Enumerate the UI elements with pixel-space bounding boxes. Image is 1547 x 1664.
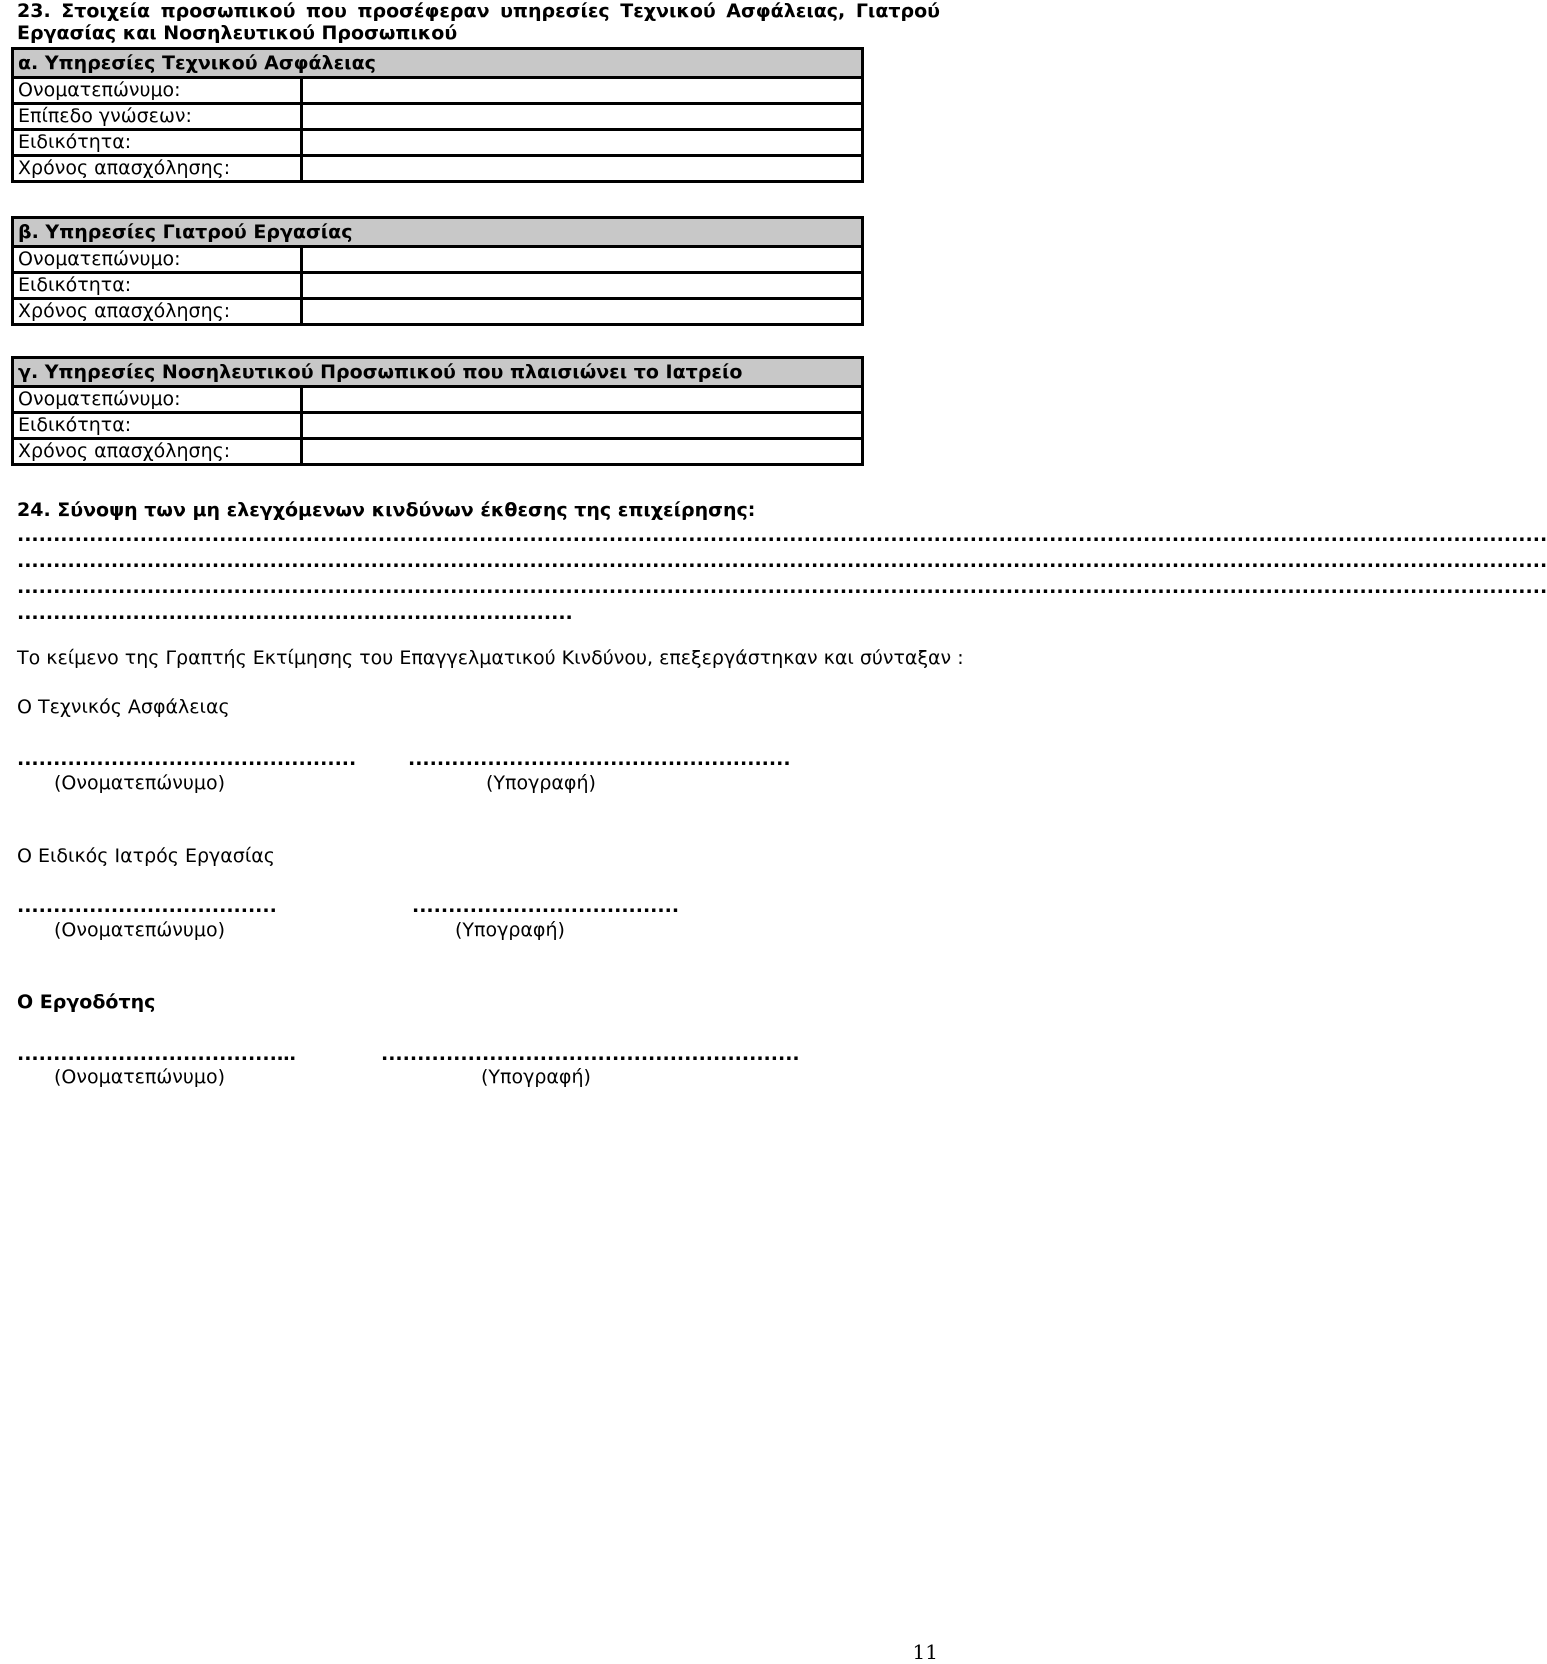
row-value-specialty[interactable] bbox=[302, 273, 863, 299]
table-header: γ. Υπηρεσίες Νοσηλευτικού Προσωπικού που πλαισιώνει το Ιατρείο bbox=[13, 358, 863, 387]
summary-dotline[interactable]: .................................................................................................................................................................................................................... bbox=[17, 576, 1547, 598]
row-value-full-name[interactable] bbox=[302, 387, 863, 413]
signatory-name-dots[interactable]: .................................... bbox=[17, 895, 277, 917]
signature-caption: (Υπογραφή) bbox=[486, 772, 596, 794]
row-label-employment-time: Χρόνος απασχόλησης: bbox=[13, 299, 302, 325]
row-value-specialty[interactable] bbox=[302, 130, 863, 156]
table-occupational-doctor bbox=[11, 216, 864, 326]
table-nursing-staff bbox=[11, 356, 864, 466]
table-technical-safety bbox=[11, 47, 864, 183]
row-value-full-name[interactable] bbox=[302, 247, 863, 273]
row-value-knowledge-level[interactable] bbox=[302, 104, 863, 130]
signatory-sign-dots[interactable]: ..................................... bbox=[412, 895, 680, 917]
row-label-full-name: Ονοματεπώνυμο: bbox=[13, 387, 302, 413]
row-value-employment-time[interactable] bbox=[302, 439, 863, 465]
row-value-specialty[interactable] bbox=[302, 413, 863, 439]
summary-dotline[interactable]: .................................................................................................................................................................................................................... bbox=[17, 524, 1547, 546]
row-label-specialty: Ειδικότητα: bbox=[13, 130, 302, 156]
section-23-heading-line1: 23. Στοιχεία προσωπικού που προσέφεραν υπηρεσίες Τεχνικού Ασφάλειας, Γιατρού bbox=[17, 0, 940, 22]
table-header: α. Υπηρεσίες Τεχνικού Ασφάλειας bbox=[13, 49, 863, 78]
signatory-sign-dots[interactable]: .......................................................... bbox=[381, 1043, 800, 1065]
section-23-heading-line2: Εργασίας και Νοσηλευτικού Προσωπικού bbox=[17, 22, 458, 44]
signatory-name-dots[interactable]: ............................................... bbox=[17, 748, 357, 770]
summary-dotline[interactable]: .................................................................................................................................................................................................................... bbox=[17, 550, 1547, 572]
row-value-employment-time[interactable] bbox=[302, 156, 863, 182]
row-label-employment-time: Χρόνος απασχόλησης: bbox=[13, 439, 302, 465]
row-label-full-name: Ονοματεπώνυμο: bbox=[13, 78, 302, 104]
signatory-name-dots[interactable]: ....................................… bbox=[17, 1043, 296, 1065]
summary-dotline[interactable]: ............................................................................. bbox=[17, 602, 573, 624]
signatory-role-employer: Ο Εργοδότης bbox=[17, 991, 156, 1013]
page-number: 11 bbox=[912, 1640, 938, 1664]
signatory-role-technical-safety: Ο Τεχνικός Ασφάλειας bbox=[17, 696, 230, 718]
row-label-specialty: Ειδικότητα: bbox=[13, 413, 302, 439]
row-label-specialty: Ειδικότητα: bbox=[13, 273, 302, 299]
name-caption: (Ονοματεπώνυμο) bbox=[54, 1066, 226, 1088]
row-value-full-name[interactable] bbox=[302, 78, 863, 104]
authors-statement: Το κείμενο της Γραπτής Εκτίμησης του Επαγγελματικού Κινδύνου, επεξεργάστηκαν και σύνταξαν : bbox=[17, 647, 964, 669]
row-value-employment-time[interactable] bbox=[302, 299, 863, 325]
signature-caption: (Υπογραφή) bbox=[481, 1066, 591, 1088]
signatory-role-occupational-doctor: Ο Ειδικός Ιατρός Εργασίας bbox=[17, 845, 275, 867]
name-caption: (Ονοματεπώνυμο) bbox=[54, 919, 226, 941]
name-caption: (Ονοματεπώνυμο) bbox=[54, 772, 226, 794]
row-label-full-name: Ονοματεπώνυμο: bbox=[13, 247, 302, 273]
signatory-sign-dots[interactable]: ..................................................... bbox=[408, 748, 791, 770]
section-23-heading bbox=[17, 0, 940, 44]
row-label-employment-time: Χρόνος απασχόλησης: bbox=[13, 156, 302, 182]
section-24-title: 24. Σύνοψη των μη ελεγχόμενων κινδύνων έκθεσης της επιχείρησης: bbox=[17, 499, 756, 521]
row-label-knowledge-level: Επίπεδο γνώσεων: bbox=[13, 104, 302, 130]
table-header: β. Υπηρεσίες Γιατρού Εργασίας bbox=[13, 218, 863, 247]
signature-caption: (Υπογραφή) bbox=[455, 919, 565, 941]
